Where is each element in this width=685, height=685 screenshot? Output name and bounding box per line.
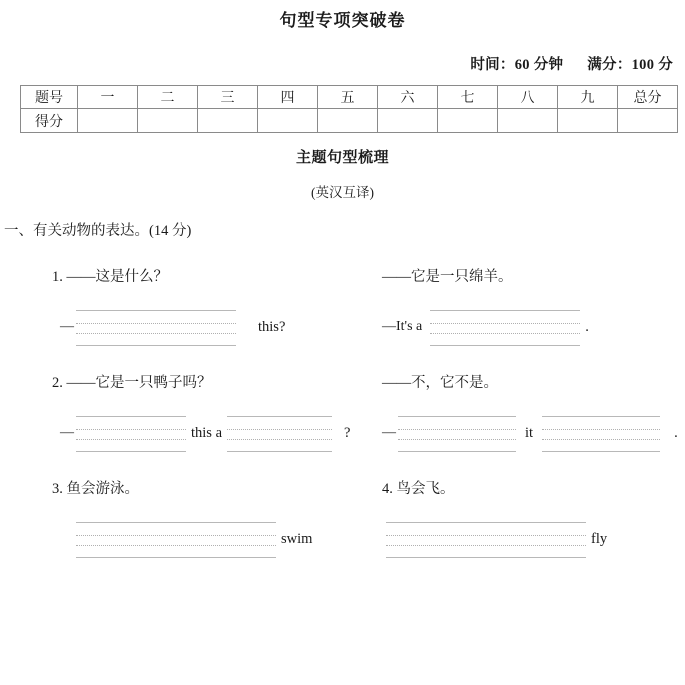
question-3-answer-left [60,516,382,562]
theme-subheading: (英汉互译) [311,185,374,200]
page-title: 句型专项突破卷 [279,11,406,30]
guide-line-bottom [76,557,276,558]
guide-line-mid-lower [76,439,186,440]
score-cell-8[interactable] [498,109,558,133]
question-3-answer-row [0,516,685,562]
guide-line-bottom [76,451,186,452]
question-2-prompt-left: 2. ——它是一只鸭子吗？ [52,375,212,391]
guide-line-top [542,416,660,417]
guide-line-mid-lower [76,333,236,334]
theme-heading: 主题句型梳理 [295,150,389,166]
score-table-col-total: 总分 [618,86,678,109]
question-1-left-blank[interactable] [76,304,236,350]
score-table-col-4: 四 [258,86,318,109]
question-3-blank[interactable] [76,516,276,562]
guide-line-bottom [76,345,236,346]
guide-line-mid-lower [386,545,586,546]
guide-line-mid-upper [76,535,276,536]
guide-line-top [76,310,236,311]
guide-line-mid-lower [398,439,516,440]
question-1-answer-left [60,304,382,350]
question-3-prompt-row [0,478,685,500]
score-table [20,85,678,133]
question-3-word: swim [281,531,313,547]
guide-line-top [76,416,186,417]
guide-line-mid-upper [386,535,586,536]
guide-line-mid-upper [430,323,580,324]
score-table-col-3: 三 [198,86,258,109]
exam-fullscore-label: 满分：100 分 [587,57,673,73]
question-2-right-word: it [525,425,534,441]
guide-line-mid-upper [76,429,186,430]
guide-line-mid-lower [227,439,332,440]
score-cell-7[interactable] [438,109,498,133]
score-table-col-1: 一 [78,86,138,109]
question-2-prompt-row [0,372,685,394]
question-1-right-blank[interactable] [430,304,580,350]
guide-line-bottom [542,451,660,452]
score-cell-4[interactable] [258,109,318,133]
section-heading-one: 一、有关动物的表达。(14 分) [4,223,192,239]
guide-line-mid-lower [542,439,660,440]
exam-time-label: 时间：60 分钟 [470,57,564,73]
question-1-answer-row [0,304,685,350]
question-4-answer-right [382,516,685,562]
question-2-right-blank-2[interactable] [542,410,660,456]
question-2-answer-row [0,410,685,456]
guide-line-bottom [227,451,332,452]
worksheet-page [0,9,685,562]
score-cell-3[interactable] [198,109,258,133]
question-2-left-blank-1[interactable] [76,410,186,456]
question-2-left-word: this a [191,425,223,441]
score-cell-total[interactable] [618,109,678,133]
question-1-right-punct: . [585,319,589,335]
guide-line-mid-lower [430,333,580,334]
guide-line-top [227,416,332,417]
score-table-col-7: 七 [438,86,498,109]
score-table-col-6: 六 [378,86,438,109]
question-2-left-blank-2[interactable] [227,410,332,456]
guide-line-top [430,310,580,311]
question-2-left-punct: ? [344,425,351,441]
question-1-left-dash: — [60,319,74,334]
score-table-header-label: 题号 [21,86,78,109]
score-table-col-9: 九 [558,86,618,109]
score-cell-6[interactable] [378,109,438,133]
score-cell-5[interactable] [318,109,378,133]
exam-meta-line [0,55,685,75]
question-4-word: fly [591,531,608,547]
question-2-right-blank-1[interactable] [398,410,516,456]
guide-line-mid-upper [227,429,332,430]
question-4-blank[interactable] [386,516,586,562]
question-1-left-word: this? [258,319,286,335]
question-4-prompt-right: 4. 鸟会飞。 [382,481,455,497]
question-1-prompt-right: ——它是一只绵羊。 [382,269,513,285]
score-table-col-2: 二 [138,86,198,109]
score-table-col-5: 五 [318,86,378,109]
score-table-wrapper [0,85,685,133]
score-table-col-8: 八 [498,86,558,109]
guide-line-bottom [386,557,586,558]
question-2-right-punct: . [674,425,678,441]
question-1-prompt-row [0,266,685,288]
question-2-prompt-right: ——不，它不是。 [382,375,498,391]
guide-line-bottom [430,345,580,346]
question-2-left-dash: — [60,425,74,440]
guide-line-mid-upper [398,429,516,430]
guide-line-top [386,522,586,523]
question-3-prompt-left: 3. 鱼会游泳。 [52,481,139,497]
question-2-right-dash: — [382,425,396,440]
guide-line-top [398,416,516,417]
guide-line-bottom [398,451,516,452]
question-1-right-lead: —It's a [382,319,423,334]
guide-line-top [76,522,276,523]
question-1-prompt-left: 1. ——这是什么？ [52,269,168,285]
question-2-answer-left [60,410,382,456]
guide-line-mid-lower [76,545,276,546]
question-2-answer-right [382,410,685,456]
question-1-answer-right [382,304,685,350]
score-cell-2[interactable] [138,109,198,133]
table-row-question-numbers [21,86,678,109]
guide-line-mid-upper [76,323,236,324]
score-cell-9[interactable] [558,109,618,133]
score-cell-1[interactable] [78,109,138,133]
table-row-scores [21,109,678,133]
guide-line-mid-upper [542,429,660,430]
score-table-score-label: 得分 [21,109,78,133]
